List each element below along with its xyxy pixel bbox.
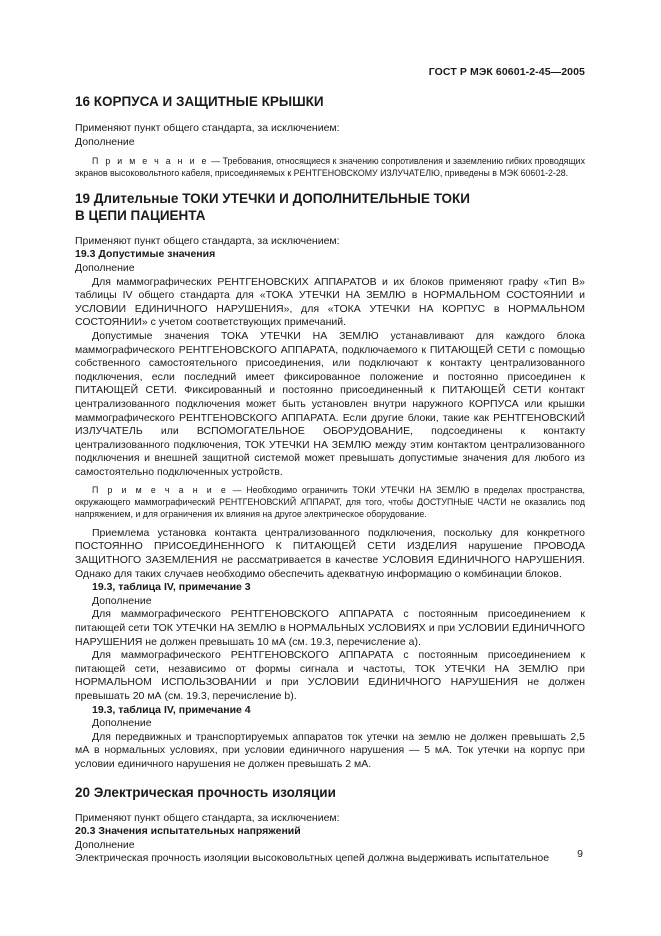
table-iv-note-4-heading: 19.3, таблица IV, примечание 4 [92,703,251,716]
sec20-3-paragraph: Электрическая прочность изоляции высоковольтных цепей должна выдерживать испытательное [75,852,550,865]
sec16-intro: Применяют пункт общего стандарта, за исключением: [75,122,340,134]
section-20-title: 20 Электрическая прочность изоляции [75,784,336,800]
sec19-note [75,485,585,520]
sec19-3-addition: Дополнение [75,261,135,274]
sec19-3-paragraph-1: Для маммографических РЕНТГЕНОВСКИХ АППАРАТОВ и их блоков применяют графу «Тип В» таблицы IV общего стандарта для «ТОКА УТЕЧКИ НА ЗЕМЛЮ в НОРМАЛЬНОМ СОСТОЯНИИ и УСЛОВИИ ЕДИНИЧНОГО НАРУШЕНИЯ», для «ТОКА УТЕЧКИ НА КОРПУС в НОРМАЛЬНОМ СОСТОЯНИИ» с учетом соответствующих примечаний. [75,275,585,329]
sec20-intro: Применяют пункт общего стандарта, за исключением: [75,811,340,824]
section-19-title-line2: В ЦЕПИ ПАЦИЕНТА [75,207,206,223]
standard-header: ГОСТ Р МЭК 60601-2-45—2005 [428,66,585,78]
sec19-intro: Применяют пункт общего стандарта, за исключением: [75,234,340,247]
note-text: — Необходимо ограничить ТОКИ УТЕЧКИ НА ЗЕМЛЮ в пределах пространства, окружающего маммографический РЕНТГЕНОВСКИЙ АППАРАТ, для того, чтобы ДОСТУПНЫЕ ЧАСТИ не оказались под напряжением, и для ограничения их влияния на другое электрическое оборудование. [75,485,585,520]
note-label: П р и м е ч а н и е [92,156,209,167]
section-16-title: 16 КОРПУСА И ЗАЩИТНЫЕ КРЫШКИ [75,94,324,109]
sec19-3-paragraph-3: Приемлема установка контакта централизованного подключения, поскольку для конкретного ПОСТОЯННО ПРИСОЕДИНЕННОГО К ПИТАЮЩЕЙ СЕТИ ИЗДЕЛИЯ нарушение ПРОВОДА ЗАЩИТНОГО ЗАЗЕМЛЕНИЯ не рассматривается в качестве УСЛОВИЯ ЕДИНИЧНОГО НАРУШЕНИЯ. Однако для таких случаев необходимо обеспечить адекватную информацию о комбинации блоков. [75,526,585,580]
table-iv-note-4-paragraph: Для передвижных и транспортируемых аппаратов ток утечки на землю не должен превышать 2,5 мА в нормальных условиях, при условии единичного нарушения — 5 мА. Ток утечки на корпус при условии единичного нарушения не должен превышать 2 мА. [75,730,585,770]
note-label: П р и м е ч а н и е [92,485,228,496]
sec20-3-heading: 20.3 Значения испытательных напряжений [75,825,301,838]
table-iv-note-3-addition: Дополнение [92,594,152,607]
table-iv-note-4-addition: Дополнение [92,717,152,730]
sec16-note [75,156,585,180]
section-19-title-line1: 19 Длительные ТОКИ УТЕЧКИ И ДОПОЛНИТЕЛЬНЫЕ ТОКИ [75,190,470,206]
page-number: 9 [577,848,583,860]
sec19-3-paragraph-2: Допустимые значения ТОКА УТЕЧКИ НА ЗЕМЛЮ устанавливают для каждого блока маммографического РЕНТГЕНОВСКОГО АППАРАТА, подключаемого к ПИТАЮЩЕЙ СЕТИ с помощью собственного самостоятельного присоединения, или подключают к контакту централизованного подключения, если последний имеет фиксированное положение и постоянно присоединен к ПИТАЮЩЕЙ СЕТИ. Фиксированный и постоянно присоединенный к ПИТАЮЩЕЙ СЕТИ контакт централизованного подключения может быть установлен внутри наружного КОРПУСА или крышки маммографического РЕНТГЕНОВСКОГО АППАРАТА. Если другие блоки, такие как РЕНТГЕНОВСКИЙ ИЗЛУЧАТЕЛЬ или ВСПОМОГАТЕЛЬНОЕ ОБОРУДОВАНИЕ, подсоединены к контакту централизованного подключения, ТОК УТЕЧКИ НА ЗЕМЛЮ между этим контактом централизованного подключения и внешней защитной системой может превышать допустимые значения для любого из самостоятельно подключенных устройств. [75,329,585,478]
table-iv-note-3-paragraph-1: Для маммографического РЕНТГЕНОВСКОГО АППАРАТА с постоянным присоединением к питающей сети ТОК УТЕЧКИ НА ЗЕМЛЮ в НОРМАЛЬНЫХ УСЛОВИЯХ и при УСЛОВИИ ЕДИНИЧНОГО НАРУШЕНИЯ не должен превышать 10 мА (см. 19.3, перечисление а). [75,608,585,648]
table-iv-note-3-paragraph-2: Для маммографического РЕНТГЕНОВСКОГО АППАРАТА с постоянным присоединением к питающей сети, независимо от формы сигнала и частоты, ТОК УТЕЧКИ НА ЗЕМЛЮ при НОРМАЛЬНОМ ИСПОЛЬЗОВАНИИ и при УСЛОВИИ ЕДИНИЧНОГО НАРУШЕНИЯ не должен превышать 20 мА (см. 19.3, перечисление b). [75,649,585,702]
table-iv-note-3-heading: 19.3, таблица IV, примечание 3 [92,581,251,594]
page-content [75,92,585,866]
note-text: — Требования, относящиеся к значению сопротивления и заземлению гибких проводящих экранов высоковольтного кабеля, присоединяемых к РЕНТГЕНОВСКОМУ ИЗЛУЧАТЕЛЮ, приведены в МЭК 60601-2-28. [75,156,585,178]
sec19-3-heading: 19.3 Допустимые значения [75,248,216,261]
sec20-3-addition: Дополнение [75,838,135,851]
sec16-addition: Дополнение [75,135,135,148]
